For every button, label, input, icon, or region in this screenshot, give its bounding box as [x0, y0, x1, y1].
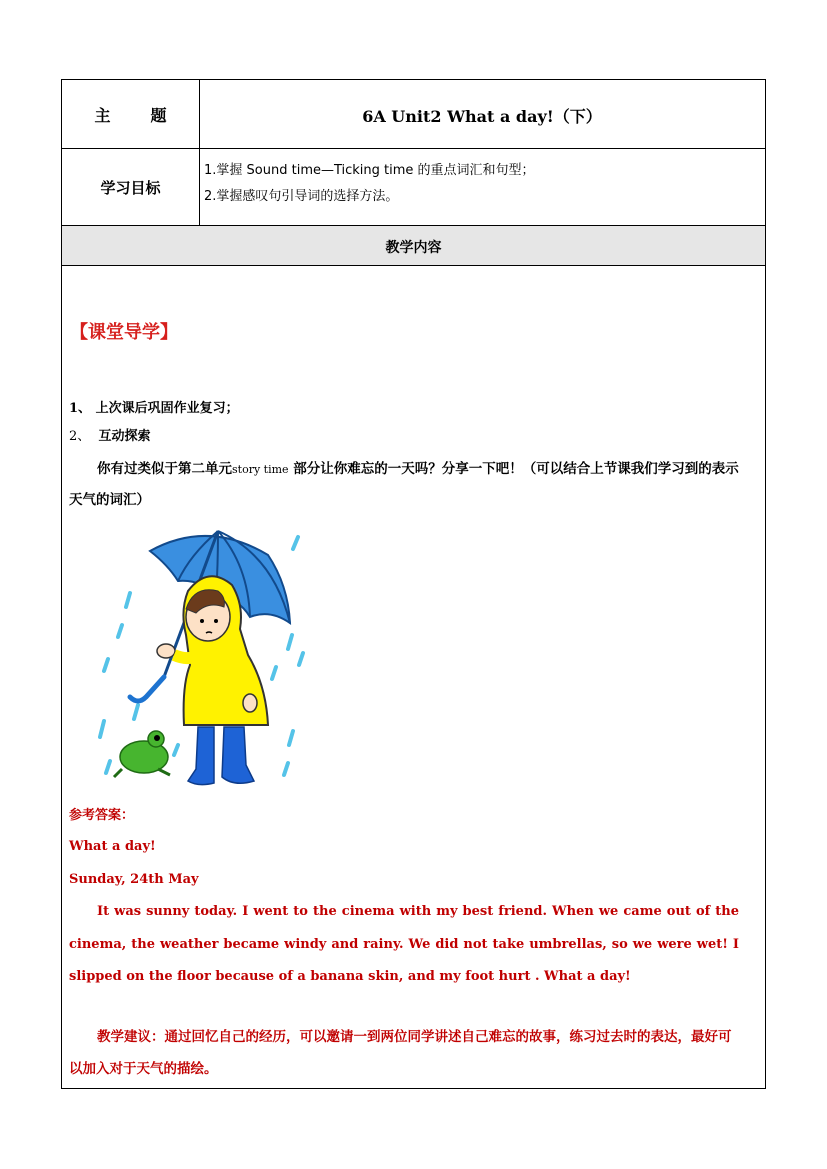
goal-item: 1.掌握 Sound time—Ticking time 的重点词汇和句型； [204, 163, 535, 178]
boy-in-rain-illustration-icon [98, 525, 314, 787]
goals-label: 学习目标 [100, 178, 161, 197]
content-header: 教学内容 [385, 240, 442, 256]
teaching-advice: 教学建议：通过回忆自己的经历，可以邀请一到两位同学讲述自己难忘的故事，练习过去时的表达，最好可以加入对于天气的描绘。 [69, 1029, 732, 1077]
frog [114, 731, 170, 777]
lesson-title: 6A Unit2 What a day!（下） [362, 107, 602, 126]
goal-item: 2.掌握感叹句引导词的选择方法。 [204, 189, 399, 204]
goals-list-cell [199, 149, 765, 225]
topic-label-cell [62, 80, 207, 148]
step-2-number: 2、 [69, 429, 91, 444]
answer-label: 参考答案： [69, 808, 135, 823]
topic-label: 主题 [94, 105, 207, 125]
step-2-label: 互动探索 [98, 429, 151, 444]
answer-date: Sunday, 24th May [69, 872, 199, 887]
prompt-part-a: 你有过类似于第二单元 [97, 461, 232, 477]
topic-title-cell [199, 80, 765, 148]
step-2 [69, 425, 151, 444]
content-header-row [62, 226, 765, 266]
answer-text: It was sunny today. I went to the cinema with my best friend. When we came out of the cinema, the weather became windy and rainy. We did not take umbrellas, so we were wet! I slipped on the floor because of a banana skin, and my foot hurt . What a day! [69, 904, 739, 984]
content-body [62, 266, 765, 1088]
answer-title: What a day! [69, 839, 156, 854]
section-title: 【课堂导学】 [70, 322, 178, 343]
goals-row [62, 149, 765, 226]
topic-row [62, 80, 765, 149]
step-1: 1、 上次课后巩固作业复习； [69, 401, 239, 416]
prompt-part-b: story time [232, 463, 289, 476]
lesson-table [61, 79, 766, 1089]
discussion-prompt [69, 454, 741, 516]
prompt-part-c: 部分让你难忘的一天吗？分享一下吧！（可以结合上节课我们学习到的表示天气的词汇） [69, 461, 739, 508]
goals-label-cell [62, 149, 200, 225]
